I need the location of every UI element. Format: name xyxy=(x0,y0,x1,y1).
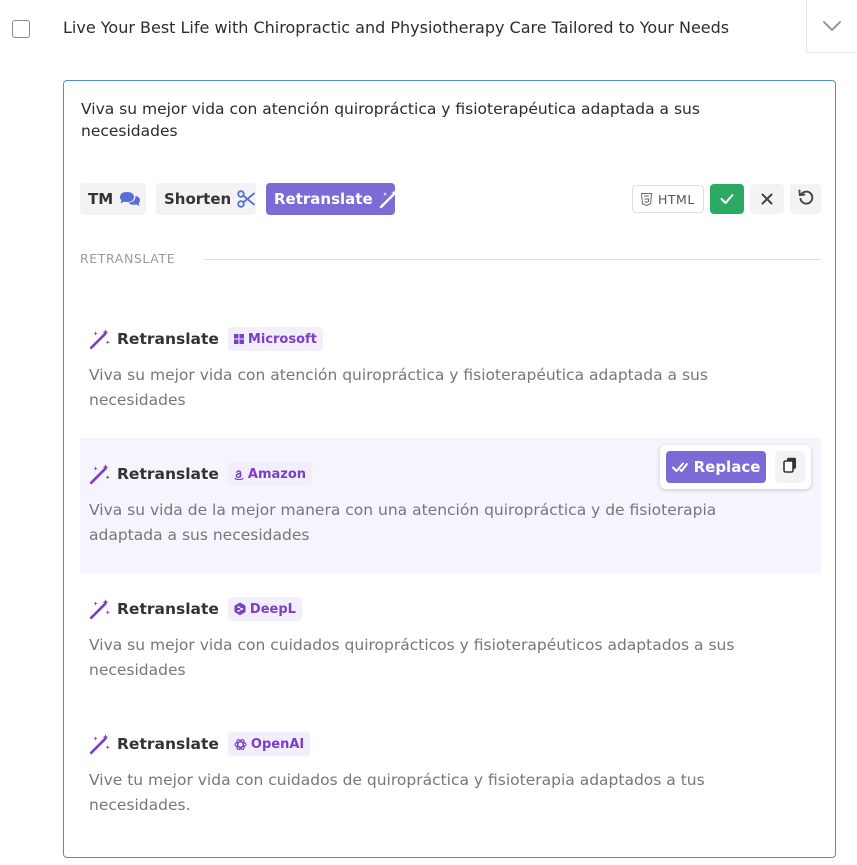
html-toggle-button[interactable] xyxy=(632,185,704,213)
replace-label: Replace xyxy=(693,458,761,476)
engine-badge xyxy=(228,327,323,351)
magic-wand-icon xyxy=(89,328,111,350)
source-text: Live Your Best Life with Chiropractic and Physiotherapy Care Tailored to Your Needs xyxy=(63,18,730,37)
suggestion-text: Viva su vida de la mejor manera con una atención quiropráctica y de fisioterapia adaptada a sus necesidades xyxy=(89,501,717,544)
retranslate-section-header xyxy=(80,251,821,267)
suggestion-deepl[interactable] xyxy=(80,573,821,708)
close-icon xyxy=(761,190,773,209)
engine-badge xyxy=(228,597,302,621)
segment-row xyxy=(0,0,857,56)
suggestion-header xyxy=(89,462,312,486)
engine-badge xyxy=(228,462,312,486)
openai-icon xyxy=(234,738,247,751)
copy-icon xyxy=(783,457,797,477)
section-label: RETRANSLATE xyxy=(80,251,176,266)
double-check-icon xyxy=(672,461,688,473)
suggestion-openai[interactable] xyxy=(80,708,821,843)
magic-wand-icon xyxy=(379,189,399,209)
magic-wand-icon xyxy=(89,598,111,620)
section-divider xyxy=(204,259,821,260)
suggestion-title: Retranslate xyxy=(117,330,219,348)
suggestion-text: Viva su mejor vida con atención quiropráctica y fisioterapéutica adaptada a sus necesidades xyxy=(89,366,708,409)
amazon-icon xyxy=(234,468,244,480)
tm-button[interactable] xyxy=(80,183,146,215)
engine-name: DeepL xyxy=(249,601,296,617)
shorten-button[interactable] xyxy=(156,183,256,215)
html5-icon xyxy=(641,193,652,206)
suggestion-text: Viva su mejor vida con cuidados quiroprácticos y fisioterapéuticos adaptados a sus necesidades xyxy=(89,636,735,679)
suggestion-title: Retranslate xyxy=(117,465,219,483)
segment-checkbox[interactable] xyxy=(12,20,30,38)
replace-button[interactable] xyxy=(666,451,766,483)
expand-toggle[interactable] xyxy=(806,0,857,53)
suggestion-text: Vive tu mejor vida con cuidados de quiropráctica y fisioterapia adaptados a tus necesidades. xyxy=(89,771,705,814)
suggestion-actions xyxy=(660,445,811,489)
tm-label: TM xyxy=(88,190,114,208)
revert-button[interactable] xyxy=(790,184,821,214)
confirm-button[interactable] xyxy=(710,184,744,214)
deepl-icon xyxy=(234,602,246,616)
editor-toolbar xyxy=(80,183,821,215)
cancel-button[interactable] xyxy=(750,184,784,214)
microsoft-icon xyxy=(234,334,244,344)
checkmark-icon xyxy=(720,190,734,209)
translation-editor-panel xyxy=(63,80,836,858)
magic-wand-icon xyxy=(89,733,111,755)
undo-icon xyxy=(798,189,814,209)
suggestion-microsoft[interactable] xyxy=(80,303,821,438)
chat-bubbles-icon xyxy=(119,191,141,207)
magic-wand-icon xyxy=(89,463,111,485)
engine-name: Amazon xyxy=(247,466,307,482)
shorten-label: Shorten xyxy=(164,190,232,208)
suggestion-header xyxy=(89,327,323,351)
retranslate-label: Retranslate xyxy=(274,190,373,208)
html-label: HTML xyxy=(658,191,695,207)
retranslate-button[interactable] xyxy=(266,183,395,215)
engine-name: Microsoft xyxy=(247,331,317,347)
suggestion-title: Retranslate xyxy=(117,735,219,753)
target-text-editor[interactable]: Viva su mejor vida con atención quiropráctica y fisioterapéutica adaptada a sus necesidades xyxy=(81,100,700,140)
suggestion-header xyxy=(89,597,302,621)
scissors-icon xyxy=(237,190,255,208)
suggestion-title: Retranslate xyxy=(117,600,219,618)
copy-button[interactable] xyxy=(775,451,805,483)
suggestion-amazon[interactable] xyxy=(80,438,821,573)
chevron-down-icon xyxy=(822,17,842,36)
suggestion-header xyxy=(89,732,310,756)
engine-name: OpenAI xyxy=(250,736,305,752)
engine-badge xyxy=(228,732,310,756)
